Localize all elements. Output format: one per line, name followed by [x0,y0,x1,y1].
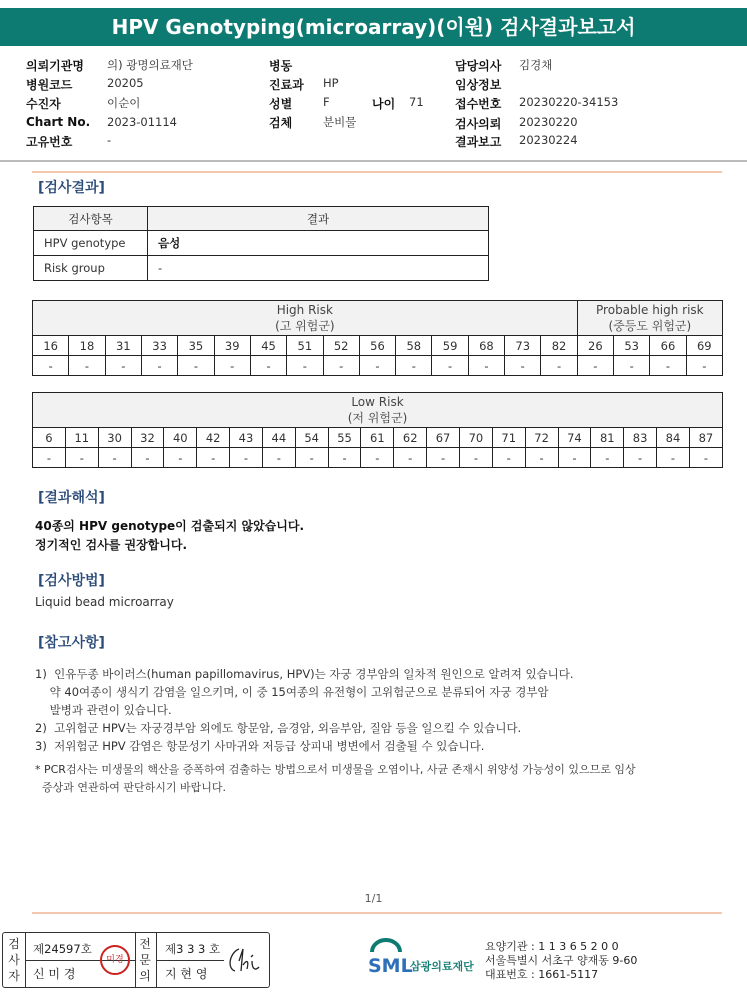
genotype-cell: 87 [689,428,722,448]
genotype-cell: 82 [541,336,577,356]
institution-label: 의뢰기관명 [26,59,84,73]
doctor-value: 김경채 [519,58,553,72]
genotype-result-cell: - [541,356,577,376]
org-phone: 대표번호 : 1661-5117 [485,968,599,981]
genotype-cell: 66 [650,336,686,356]
genotype-cell: 83 [624,428,657,448]
genotype-result-cell: - [492,448,525,468]
genotype-cell: 68 [468,336,504,356]
genotype-cell: 53 [614,336,650,356]
reference-notes [35,665,636,797]
tester-name: 신 미 경 [33,967,76,981]
genotype-cell: 33 [141,336,177,356]
divider [32,171,722,173]
genotype-cell: 16 [33,336,69,356]
genotype-cell: 62 [394,428,427,448]
genotype-cell: 54 [295,428,328,448]
high-risk-header [33,301,578,336]
genotype-cell: 35 [178,336,214,356]
age-value: 71 [409,95,424,109]
genotype-result-cell: - [468,356,504,376]
genotype-result-cell: - [178,356,214,376]
genotype-cell: 69 [686,336,722,356]
genotype-result-cell: - [689,448,722,468]
probable-risk-subtitle: (중등도 위험군) [608,319,692,333]
genotype-result-cell: - [361,448,394,468]
genotype-cell: 43 [230,428,263,448]
genotype-cell: 40 [164,428,197,448]
genotype-cell: 32 [131,428,164,448]
genotype-result-cell: - [558,448,591,468]
genotype-cell: 39 [214,336,250,356]
signature-box [2,932,270,988]
probable-risk-header [577,301,722,336]
genotype-cell: 71 [492,428,525,448]
genotype-cell: 67 [427,428,460,448]
note-line: 2) 고위험군 HPV는 자궁경부암 외에도 항문암, 음경암, 외음부암, 질암 등을 일으킬 수 있습니다. [35,721,522,735]
genotype-result-cell: - [686,356,722,376]
specialist-label: 전문의 [139,937,151,983]
ward-label: 병동 [269,59,293,73]
hospital-code-label: 병원코드 [26,78,73,92]
high-risk-title: High Risk [276,303,333,317]
genotype-result-cell: - [262,448,295,468]
genotype-result-cell: - [577,356,613,376]
section-interpretation: [결과해석] [38,490,105,506]
clinical-label: 임상정보 [455,78,502,92]
genotype-result-cell: - [323,356,359,376]
genotype-result-cell: - [459,448,492,468]
unique-value: - [107,133,112,147]
genotype-cell: 73 [505,336,541,356]
request-value: 20230220 [519,115,578,129]
tester-label: 검사자 [8,937,20,983]
method-text: Liquid bead microarray [35,595,174,609]
genotype-result-cell: - [591,448,624,468]
footnote-line: * PCR검사는 미생물의 핵산을 증폭하여 검출하는 방법으로서 미생물을 오염이나, 사균 존재시 위양성 가능성이 있으므로 임상 [35,763,636,776]
genotype-result-cell: - [69,356,105,376]
genotype-cell: 51 [287,336,323,356]
org-contact [485,940,637,982]
unique-label: 고유번호 [26,135,73,149]
chart-value: 2023-01114 [107,115,177,129]
table-row [34,256,489,281]
low-risk-header [33,393,723,428]
genotype-cell: 31 [105,336,141,356]
col-header-item: 검사항목 [34,207,148,231]
genotype-cell: 84 [657,428,690,448]
note-line: 약 40여종이 생식기 감염을 일으키며, 이 중 15여종의 유전형이 고위험군으로 분류되어 자궁 경부암 [35,685,549,699]
genotype-cell: 56 [359,336,395,356]
genotype-cell: 55 [328,428,361,448]
receipt-label: 접수번호 [455,97,502,111]
genotype-result-cell: - [650,356,686,376]
high-risk-table [32,300,723,376]
genotype-cell: 45 [250,336,286,356]
genotype-result-cell: - [141,356,177,376]
org-address: 서울특별시 서초구 양재동 9-60 [485,954,638,967]
chart-label: Chart No. [26,115,91,129]
sex-label: 성별 [269,97,293,111]
genotype-result-cell: - [295,448,328,468]
section-result: [검사결과] [38,180,105,196]
genotype-cell: 70 [459,428,492,448]
genotype-result-cell: - [65,448,98,468]
patient-info [0,52,747,162]
genotype-cell: 11 [65,428,98,448]
col-header-result: 결과 [148,207,489,231]
genotype-result-cell: - [250,356,286,376]
dept-label: 진료과 [269,78,304,92]
specialist-name: 지 현 영 [165,967,208,981]
low-risk-title: Low Risk [351,395,404,409]
genotype-cell: 72 [525,428,558,448]
genotype-cell: 6 [33,428,66,448]
genotype-result-cell: - [427,448,460,468]
genotype-result-cell: - [33,356,69,376]
genotype-cell: 61 [361,428,394,448]
note-line: 1) 인유두종 바이러스(human papillomavirus, HPV)는 자궁 경부암의 일차적 원인으로 알려져 있습니다. [35,667,574,681]
signature-icon [225,943,261,980]
org-code: 요양기관 : 1 1 3 6 5 2 0 0 [485,940,619,953]
interpretation-line: 정기적인 검사를 권장합니다. [35,538,188,552]
footnote-line: 증상과 연관하여 판단하시기 바랍니다. [35,781,226,794]
org-name: 삼광의료재단 [410,960,474,973]
item-cell: HPV genotype [34,231,148,256]
tester-license: 제24597호 [33,942,92,956]
high-risk-subtitle: (고 위험군) [275,319,335,333]
result-cell: 음성 [148,231,489,256]
genotype-cell: 58 [396,336,432,356]
org-logo [366,938,482,984]
hospital-code-value: 20205 [107,76,144,90]
interpretation-line: 40종의 HPV genotype이 검출되지 않았습니다. [35,519,305,533]
genotype-cell: 74 [558,428,591,448]
table-row [34,231,489,256]
sex-value: F [323,95,330,109]
note-line: 3) 저위험군 HPV 감염은 항문성기 사마귀와 저등급 상피내 병변에서 검출될 수 있습니다. [35,739,485,753]
result-table [33,206,489,281]
genotype-result-cell: - [33,448,66,468]
genotype-result-cell: - [614,356,650,376]
org-logo-text: SML [368,955,413,977]
genotype-result-cell: - [394,448,427,468]
specimen-value: 분비물 [323,115,357,129]
genotype-result-cell: - [396,356,432,376]
section-reference: [참고사항] [38,635,105,651]
genotype-result-cell: - [164,448,197,468]
genotype-cell: 18 [69,336,105,356]
receipt-value: 20230220-34153 [519,95,619,109]
request-label: 검사의뢰 [455,117,502,131]
note-line: 발병과 관련이 있습니다. [35,703,172,717]
specimen-label: 검체 [269,116,293,130]
genotype-cell: 59 [432,336,468,356]
probable-risk-title: Probable high risk [596,303,704,317]
low-risk-subtitle: (저 위험군) [347,411,408,425]
doctor-label: 담당의사 [455,59,502,73]
genotype-result-cell: - [105,356,141,376]
age-label: 나이 [372,97,396,111]
patient-value: 이순이 [107,96,141,110]
genotype-cell: 52 [323,336,359,356]
report-title: HPV Genotyping(microarray)(이원) 검사결과보고서 [0,8,747,46]
genotype-result-cell: - [328,448,361,468]
item-cell: Risk group [34,256,148,281]
seal-stamp-icon: 미경 [100,945,130,975]
institution-value: 의) 광명의료재단 [107,58,193,72]
genotype-result-cell: - [98,448,131,468]
report-label: 결과보고 [455,135,502,149]
specialist-license: 제3 3 3 호 [165,942,221,956]
low-risk-table [32,392,723,468]
genotype-cell: 81 [591,428,624,448]
genotype-cell: 42 [197,428,230,448]
result-cell: - [148,256,489,281]
genotype-result-cell: - [432,356,468,376]
genotype-result-cell: - [525,448,558,468]
genotype-result-cell: - [131,448,164,468]
report-value: 20230224 [519,133,578,147]
genotype-cell: 26 [577,336,613,356]
interpretation-text [35,517,304,555]
dept-value: HP [323,76,339,90]
genotype-cell: 30 [98,428,131,448]
genotype-result-cell: - [505,356,541,376]
genotype-result-cell: - [287,356,323,376]
genotype-result-cell: - [197,448,230,468]
page-number: 1/1 [364,892,383,905]
genotype-result-cell: - [624,448,657,468]
genotype-result-cell: - [230,448,263,468]
genotype-result-cell: - [214,356,250,376]
patient-label: 수진자 [26,97,61,111]
genotype-result-cell: - [359,356,395,376]
divider [32,912,722,914]
genotype-result-cell: - [657,448,690,468]
section-method: [검사방법] [38,573,105,589]
genotype-cell: 44 [262,428,295,448]
